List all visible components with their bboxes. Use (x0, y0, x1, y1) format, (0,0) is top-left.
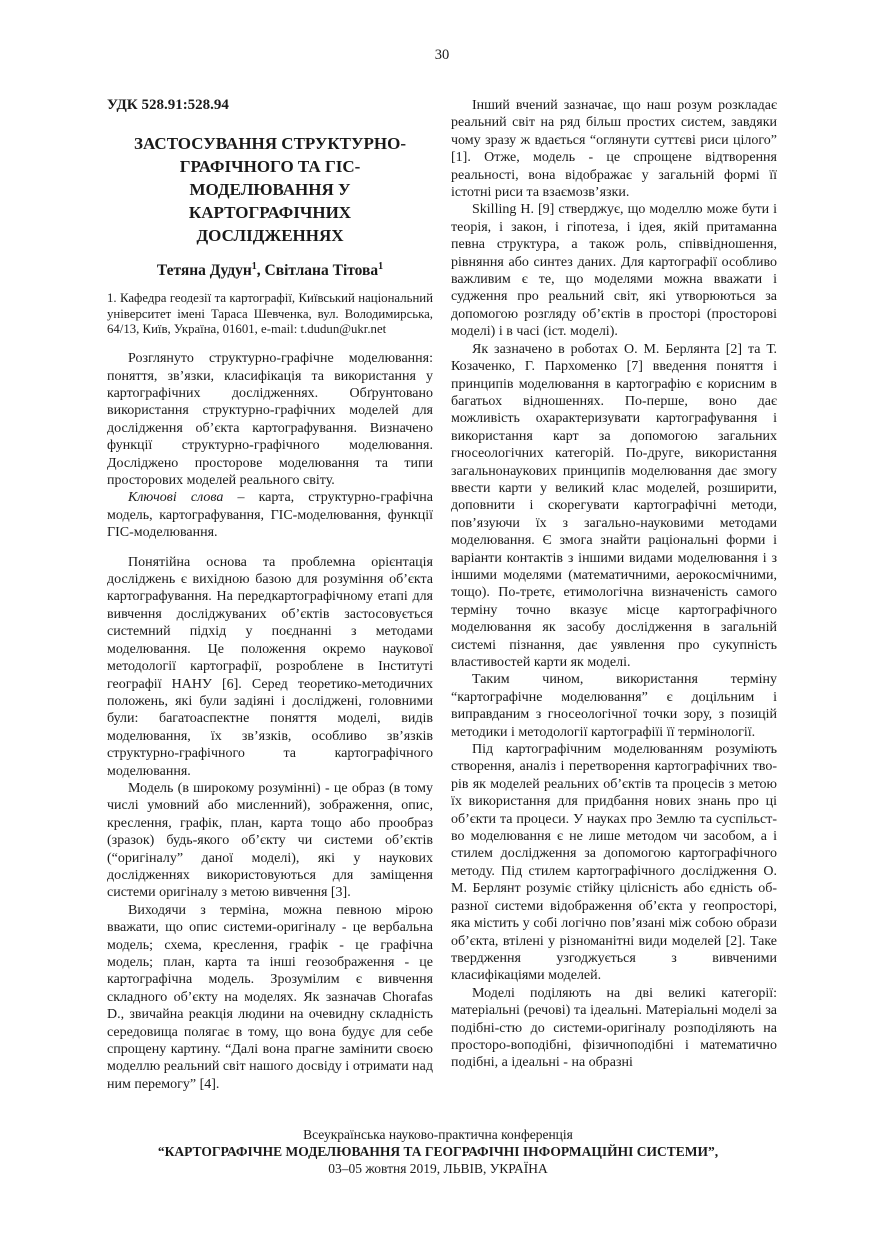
author-name: Світлана Тітова (264, 262, 379, 280)
author-name: Тетяна Дудун (156, 262, 252, 280)
right-column (451, 97, 777, 1093)
paragraph: Виходячи з терміна, можна певною мірою вважати, що опис системи-оригіналу - це вербальна модель; схема, креслення, графік - це графічна модель; план, карта та інші геозображення - це картографічна модель. Зрозумілим є вивчення складного об’єкту на моделях. Як зазначав Chorafas D., звичайна реакція людини на очевидну складність середовища полягає в тому, що вона будує для себе спрощену картину. “Далі вона прагне замінити своєю моделлю реальний світ нашого досвіду і отримати над ним перемогу” [4]. (107, 902, 433, 1092)
affiliation: 1. Кафедра геодезії та картографії, Київський національний університет імені Тараса Шевченка, вул. Володимирська, 64/13, Київ, Україна, 01601, e-mail: t.dudun@ukr.net (107, 290, 433, 337)
keywords-text: – карта, структурно-графічна модель, картографування, ГІС-моделювання, функції ГІС-моделювання. (107, 490, 433, 541)
author-separator: , (256, 262, 265, 280)
left-column (107, 97, 433, 1093)
conference-date-place: 03–05 жовтня 2019, ЛЬВІВ, УКРАЇНА (328, 1161, 548, 1176)
keywords (107, 489, 433, 541)
conference-name: Всеукраїнська науково-практична конференція (303, 1127, 573, 1142)
paragraph: Під картографічним моделюванням розуміють створення, аналіз і перетворення картографічних тво-рів як моделей реальних об’єктів та процесів з метою їх використання для придбання нових знань про ці об’єкти та процеси. У науках про Землю та суспільст-во моделювання є не лише методом чи засобом, а і стилем дослідження за допомогою картографічного методу. Під стилем картографічного дослідження О. М. Берлянт розуміє стійку цілісність або єдність об-разної системи відображення об’єкта у геопросторі, яка містить у собі логічно пов’язані між собою образи об’єкта, втілені у різноманітні види моделей [2]. Таке твердження узгоджується з вивченими класифікаціями моделей. (451, 742, 777, 984)
authors-line (107, 262, 433, 279)
conference-title: “КАРТОГРАФІЧНЕ МОДЕЛЮВАННЯ ТА ГЕОГРАФІЧНІ ІНФОРМАЦІЙНІ СИСТЕМИ”, (157, 1144, 719, 1159)
paragraph: Skilling H. [9] стверджує, що моделлю може бути і теорія, і закон, і гіпотеза, і ідея, якій притаманна певна структура, а також роль, співвідношення, рівняння або синтез даних. Для картографії особливо важливим є те, що моделями можна вважати і судження про реальний світ, які утворюються за допомогою розгляду об’єктів в просторі (просторові моделі) і в часі (іст. моделі). (451, 202, 777, 340)
paragraph: Інший вчений зазначає, що наш розум розкладає реальний світ на ряд більш простих систем, завдяки чому зразу ж вдається “оглянути суттєві риси цілого” [1]. Отже, модель - це спрощене відтворення реальності, вона відображає у загальній формі її істотні риси та взаємозв’язки. (451, 98, 777, 201)
abstract: Розглянуто структурно-графічне моделювання: поняття, зв’язки, класифікація та використання у картографічних дослідженнях. Обґрунтовано використання структурно-графічних моделей для дослідження об’єкта картографування. Визначено функції структурно-графічного моделювання. Досліджено просторове моделювання та типи просторових моделей реального світу. (107, 351, 433, 489)
author-affiliation-ref: 1 (251, 261, 257, 273)
paragraph: Таким чином, використання терміну “картографічне моделювання” є доцільним і виправданим з гносеологічної точки зору, з позицій методики і методології картографіїі її термінології. (451, 672, 777, 740)
keywords-label: Ключові слова (128, 490, 224, 506)
udc-code: УДК 528.91:528.94 (107, 97, 229, 113)
paragraph: Моделі поділяють на дві великі категорії: матеріальні (речові) та ідеальні. Матеріальні моделі за подібні-стю до системи-оригіналу розподіляють на просторо-воподібні, фізичноподібні і математично подібні, а ідеальні - на образні (451, 985, 777, 1071)
article-title: ЗАСТОСУВАННЯ СТРУКТУРНО-ГРАФІЧНОГО ТА ГІС-МОДЕЛЮВАННЯ У КАРТОГРАФІЧНИХ ДОСЛІДЖЕННЯХ (134, 134, 406, 246)
paragraph: Модель (в широкому розумінні) - це образ (в тому числі умовний або мисленний), зображення, опис, креслення, графік, план, карта тощо або прообраз (зразок) будь-якого об’єкту чи системи об’єктів (“оригіналу” даної моделі), які у наукових дослідженнях використовуються для заміщення системи оригіналу з метою вивчення [3]. (107, 780, 433, 901)
author-affiliation-ref: 1 (378, 261, 384, 273)
conference-footer (0, 1126, 876, 1177)
article-body (107, 97, 777, 1093)
paragraph: Понятійна основа та проблемна орієнтація досліджень є вихідною базою для розуміння об’єкта картографування. На передкартографічному етапі для вивчення досліджуваних об’єктів застосовується системний підхід у поєднанні з методами моделювання. Це положення окремо наукової методології картографії, розроблене в Інституті географії НАНУ [6]. Серед теоретико-методичних положень, які були задіяні і досліджені, головними були: багатоаспектне поняття моделі, видів моделювання, їх зв’язків, особливо зв’язків структурно-графічного та картографічного моделювання. (107, 554, 433, 779)
page-number: 30 (434, 47, 450, 63)
paragraph: Як зазначено в роботах О. М. Берлянта [2] та Т. Козаченко, Г. Пархоменко [7] введення поняття і принципів моделювання в картографію є корисним в багатьох відношеннях. По-перше, воно дає можливість охарактеризувати картографування і використання карт за допомогою загальних гносеологічних категорій. По-друге, використання загальнонаукових принципів моделювання дає змогу ввести карти у великий клас моделей, розширити, доповнити і скорегувати картографічні методи, пов’язуючи їх з загально-науковими методами моделювання. Є змога знайти раціональні форми і варіанти контактів з іншими видами моделювання і з іншими моделями (математичними, аерокосмічними, тощо). По-третє, етимологічна визначеність самого терміну точно вказує місце картографічного моделювання як засобу дослідження в загальній системі пізнання, дає уявлення про сукупність властивостей карти як моделі. (451, 341, 777, 670)
